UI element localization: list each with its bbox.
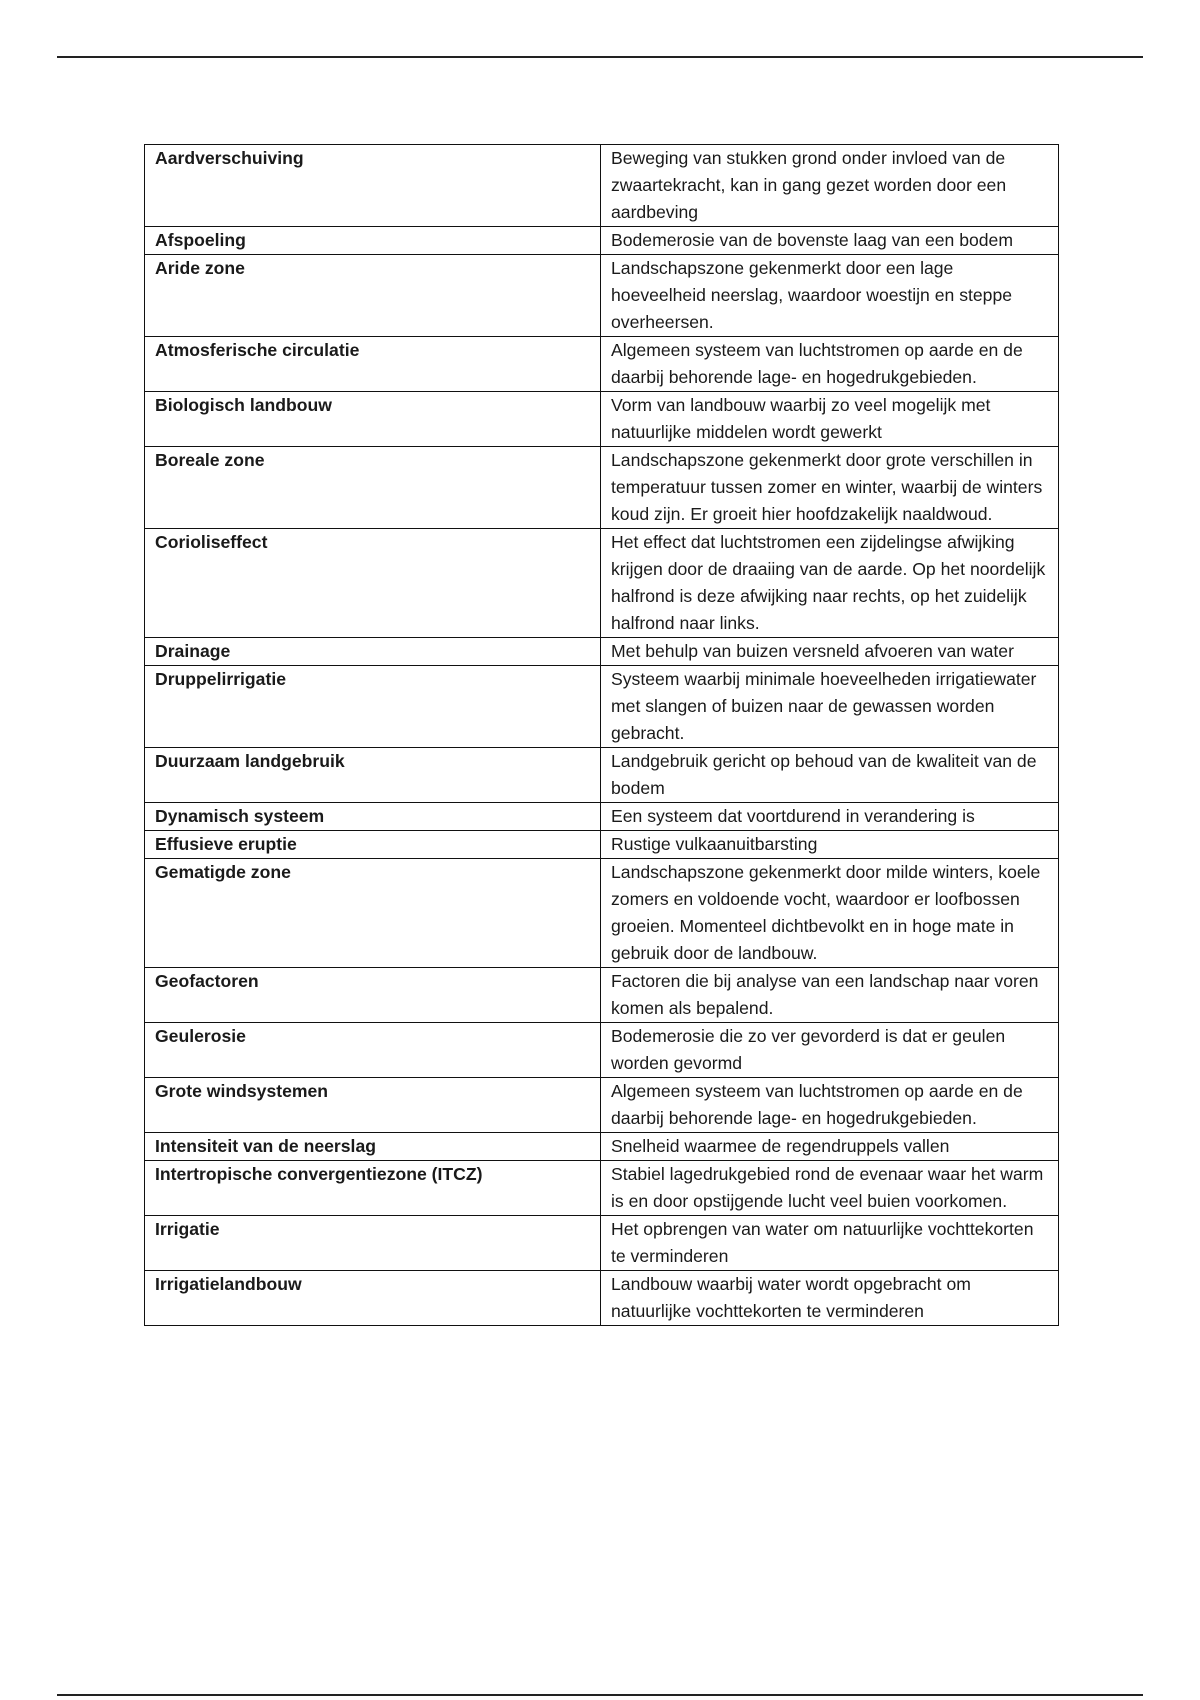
term-cell: Aride zone (145, 255, 601, 337)
term-cell: Druppelirrigatie (145, 666, 601, 748)
definition-cell: Snelheid waarmee de regendruppels vallen (601, 1133, 1059, 1161)
definition-cell: Met behulp van buizen versneld afvoeren van water (601, 638, 1059, 666)
table-row (145, 831, 1059, 859)
definition-cell: Bodemerosie van de bovenste laag van een bodem (601, 227, 1059, 255)
term-cell: Drainage (145, 638, 601, 666)
table-row (145, 227, 1059, 255)
term-cell: Dynamisch systeem (145, 803, 601, 831)
term-cell: Grote windsystemen (145, 1078, 601, 1133)
table-row (145, 968, 1059, 1023)
table-row (145, 803, 1059, 831)
term-cell: Intensiteit van de neerslag (145, 1133, 601, 1161)
term-cell: Irrigatielandbouw (145, 1271, 601, 1326)
definition-cell: Bodemerosie die zo ver gevorderd is dat er geulen worden gevormd (601, 1023, 1059, 1078)
definition-cell: Factoren die bij analyse van een landschap naar voren komen als bepalend. (601, 968, 1059, 1023)
term-cell: Biologisch landbouw (145, 392, 601, 447)
table-row (145, 1078, 1059, 1133)
definition-cell: Vorm van landbouw waarbij zo veel mogelijk met natuurlijke middelen wordt gewerkt (601, 392, 1059, 447)
definition-cell: Landschapszone gekenmerkt door grote verschillen in temperatuur tussen zomer en winter, waarbij de winters koud zijn. Er groeit hier hoofdzakelijk naaldwoud. (601, 447, 1059, 529)
definition-cell: Landgebruik gericht op behoud van de kwaliteit van de bodem (601, 748, 1059, 803)
definition-cell: Landschapszone gekenmerkt door een lage hoeveelheid neerslag, waardoor woestijn en steppe overheersen. (601, 255, 1059, 337)
table-row (145, 859, 1059, 968)
table-row (145, 1216, 1059, 1271)
definition-cell: Systeem waarbij minimale hoeveelheden irrigatiewater met slangen of buizen naar de gewassen worden gebracht. (601, 666, 1059, 748)
glossary-table (144, 144, 1059, 1326)
term-cell: Corioliseffect (145, 529, 601, 638)
definition-cell: Landschapszone gekenmerkt door milde winters, koele zomers en voldoende vocht, waardoor er loofbossen groeien. Momenteel dichtbevolkt en in hoge mate in gebruik door de landbouw. (601, 859, 1059, 968)
table-row (145, 1271, 1059, 1326)
definition-cell: Een systeem dat voortdurend in verandering is (601, 803, 1059, 831)
term-cell: Afspoeling (145, 227, 601, 255)
table-row (145, 666, 1059, 748)
table-row (145, 255, 1059, 337)
term-cell: Aardverschuiving (145, 145, 601, 227)
table-row (145, 1023, 1059, 1078)
term-cell: Geulerosie (145, 1023, 601, 1078)
table-row (145, 392, 1059, 447)
footer-rule (57, 1694, 1143, 1696)
term-cell: Effusieve eruptie (145, 831, 601, 859)
definition-cell: Rustige vulkaanuitbarsting (601, 831, 1059, 859)
table-row (145, 1161, 1059, 1216)
table-row (145, 638, 1059, 666)
term-cell: Atmosferische circulatie (145, 337, 601, 392)
term-cell: Boreale zone (145, 447, 601, 529)
table-row (145, 337, 1059, 392)
term-cell: Geofactoren (145, 968, 601, 1023)
definition-cell: Het effect dat luchtstromen een zijdelingse afwijking krijgen door de draaiing van de aarde. Op het noordelijk halfrond is deze afwijking naar rechts, op het zuidelijk halfrond naar links. (601, 529, 1059, 638)
definition-cell: Algemeen systeem van luchtstromen op aarde en de daarbij behorende lage- en hogedrukgebieden. (601, 1078, 1059, 1133)
term-cell: Gematigde zone (145, 859, 601, 968)
definition-cell: Landbouw waarbij water wordt opgebracht om natuurlijke vochttekorten te verminderen (601, 1271, 1059, 1326)
definition-cell: Algemeen systeem van luchtstromen op aarde en de daarbij behorende lage- en hogedrukgebieden. (601, 337, 1059, 392)
definition-cell: Het opbrengen van water om natuurlijke vochttekorten te verminderen (601, 1216, 1059, 1271)
header-rule (57, 56, 1143, 58)
table-row (145, 1133, 1059, 1161)
definition-cell: Stabiel lagedrukgebied rond de evenaar waar het warm is en door opstijgende lucht veel buien voorkomen. (601, 1161, 1059, 1216)
definition-cell: Beweging van stukken grond onder invloed van de zwaartekracht, kan in gang gezet worden door een aardbeving (601, 145, 1059, 227)
term-cell: Duurzaam landgebruik (145, 748, 601, 803)
term-cell: Irrigatie (145, 1216, 601, 1271)
table-row (145, 529, 1059, 638)
table-row (145, 447, 1059, 529)
term-cell: Intertropische convergentiezone (ITCZ) (145, 1161, 601, 1216)
table-row (145, 145, 1059, 227)
table-row (145, 748, 1059, 803)
